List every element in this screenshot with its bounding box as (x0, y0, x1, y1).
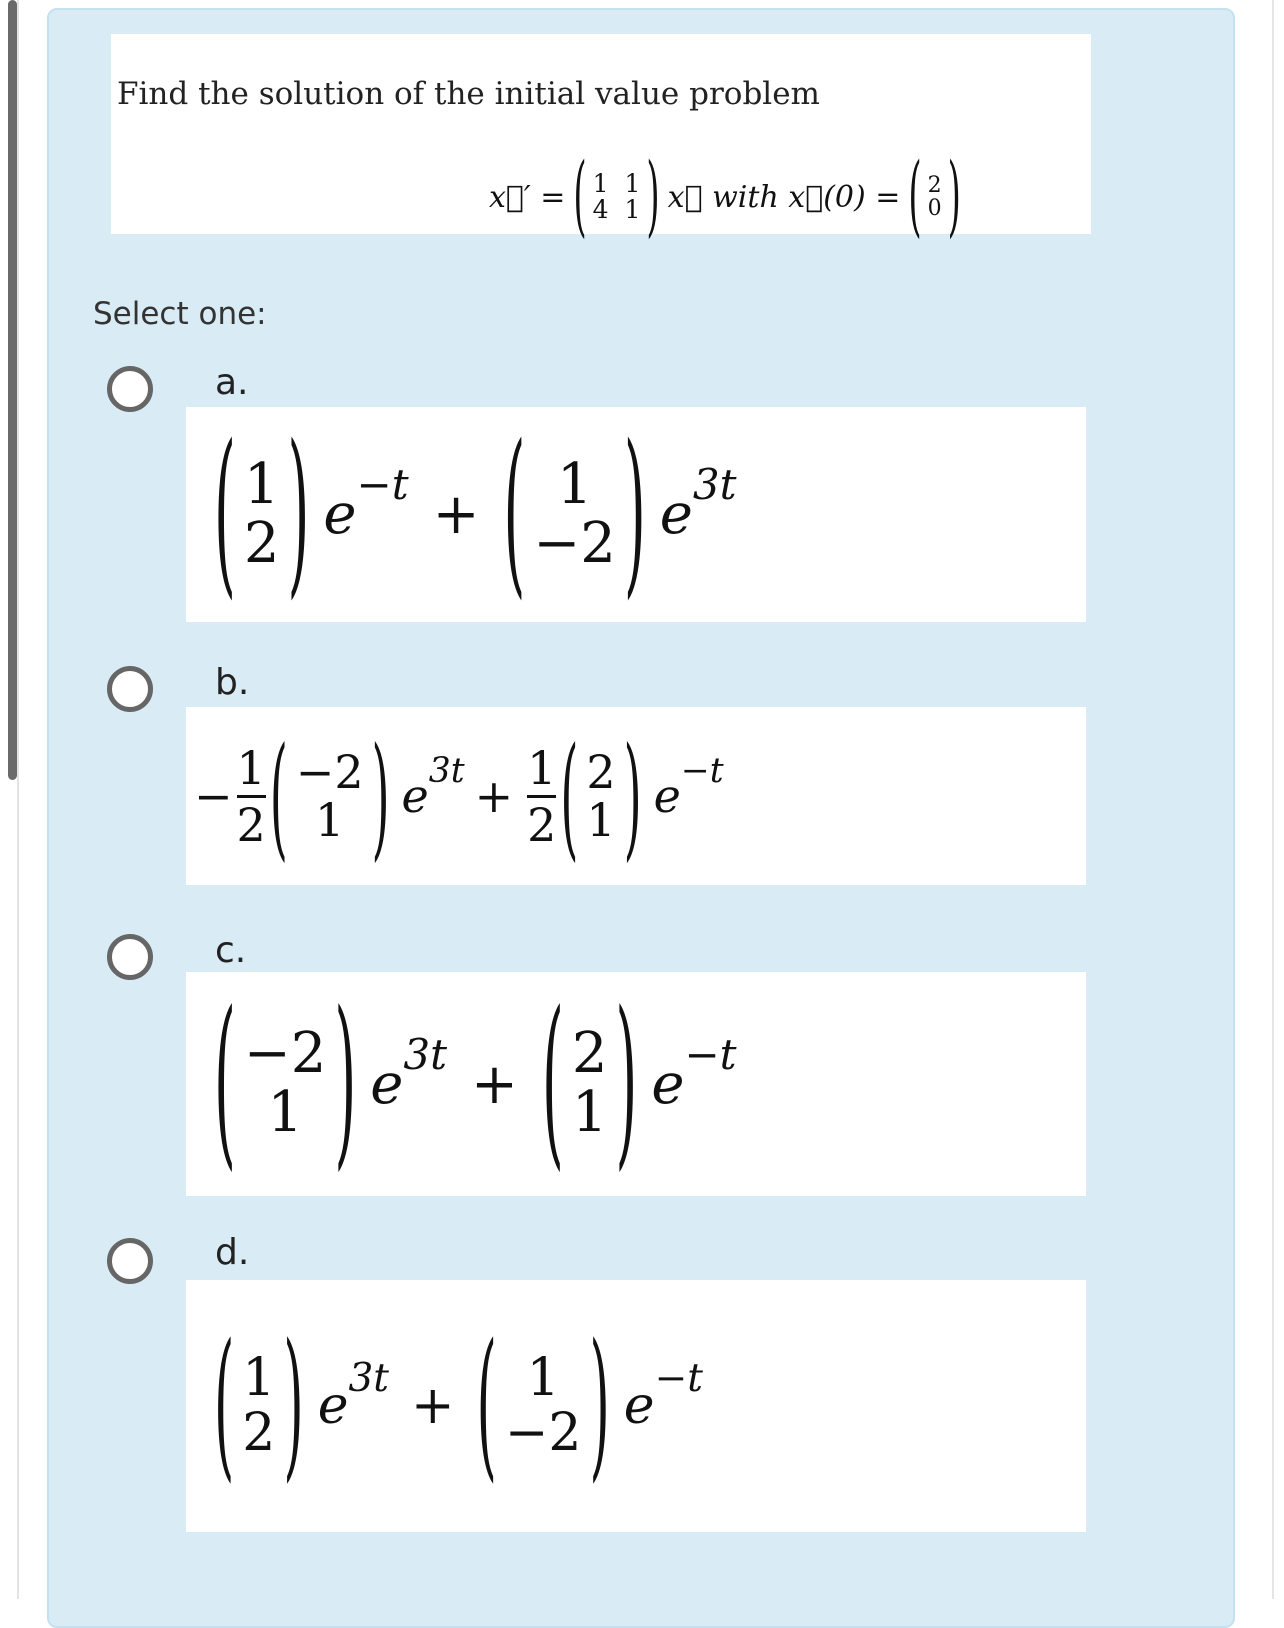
radio-d[interactable] (107, 1238, 153, 1284)
question-stem (111, 34, 1091, 249)
initial-top: 2 (927, 172, 942, 198)
page-scrollbar[interactable] (8, 0, 17, 780)
vector-d2: ( 1 −2 ) (476, 1313, 610, 1499)
answer-c[interactable] (186, 972, 1086, 1196)
answer-b[interactable] (186, 707, 1086, 885)
ivp-middle: x⃗ with x⃗(0) = (667, 179, 901, 215)
select-one-label: Select one: (93, 296, 267, 332)
scrollbar-track (17, 0, 19, 1599)
question-card (47, 8, 1235, 1628)
vector-c1: ( −2 1 ) (214, 975, 357, 1190)
vector-d1: ( 1 2 ) (214, 1313, 304, 1499)
ivp-lhs: x⃗′ = (489, 179, 566, 215)
radio-c[interactable] (107, 934, 153, 980)
vector-a2: ( 1 −2 ) (503, 408, 646, 617)
matrix-r2c1: 4 (592, 195, 609, 224)
stem-text: Find the solution of the initial value problem (117, 76, 820, 112)
initial-bottom: 0 (927, 196, 942, 221)
expr-d: ( 1 2 ) e 3t + ( 1 −2 ) e −t (214, 1313, 703, 1499)
right-border (1272, 0, 1274, 1599)
matrix-r1c1: 1 (592, 168, 609, 198)
answer-d[interactable] (186, 1280, 1086, 1532)
coefficient-matrix: ( 1 1 4 1 ) (573, 145, 660, 249)
radio-a[interactable] (107, 366, 153, 412)
answer-a[interactable] (186, 407, 1086, 622)
ivp-equation (489, 145, 961, 249)
vector-c2: ( 2 1 ) (541, 975, 638, 1190)
vector-a1: ( 1 2 ) (214, 408, 310, 617)
expr-c: ( −2 1 ) e 3t + ( 2 1 ) e −t (214, 975, 737, 1190)
option-letter-a: a. (215, 362, 249, 403)
expr-a: ( 1 2 ) e −t + ( 1 −2 ) e 3t (214, 408, 737, 617)
vector-b1: ( −2 1 ) (269, 717, 390, 875)
initial-vector: ( 2 0 ) (908, 145, 961, 249)
vector-b2: ( 2 1 ) (560, 717, 642, 875)
matrix-r1c2: 1 (624, 168, 641, 198)
expr-b: − $\frac{1}{2}$ ( −2 1 ) e 3t + $\frac{1}{2}$ ( 2 1 ) e −t (194, 717, 724, 875)
matrix-r2c2: 1 (624, 195, 641, 224)
option-letter-d: d. (215, 1232, 250, 1273)
radio-b[interactable] (107, 666, 153, 712)
option-letter-c: c. (215, 930, 247, 971)
option-letter-b: b. (215, 662, 250, 703)
